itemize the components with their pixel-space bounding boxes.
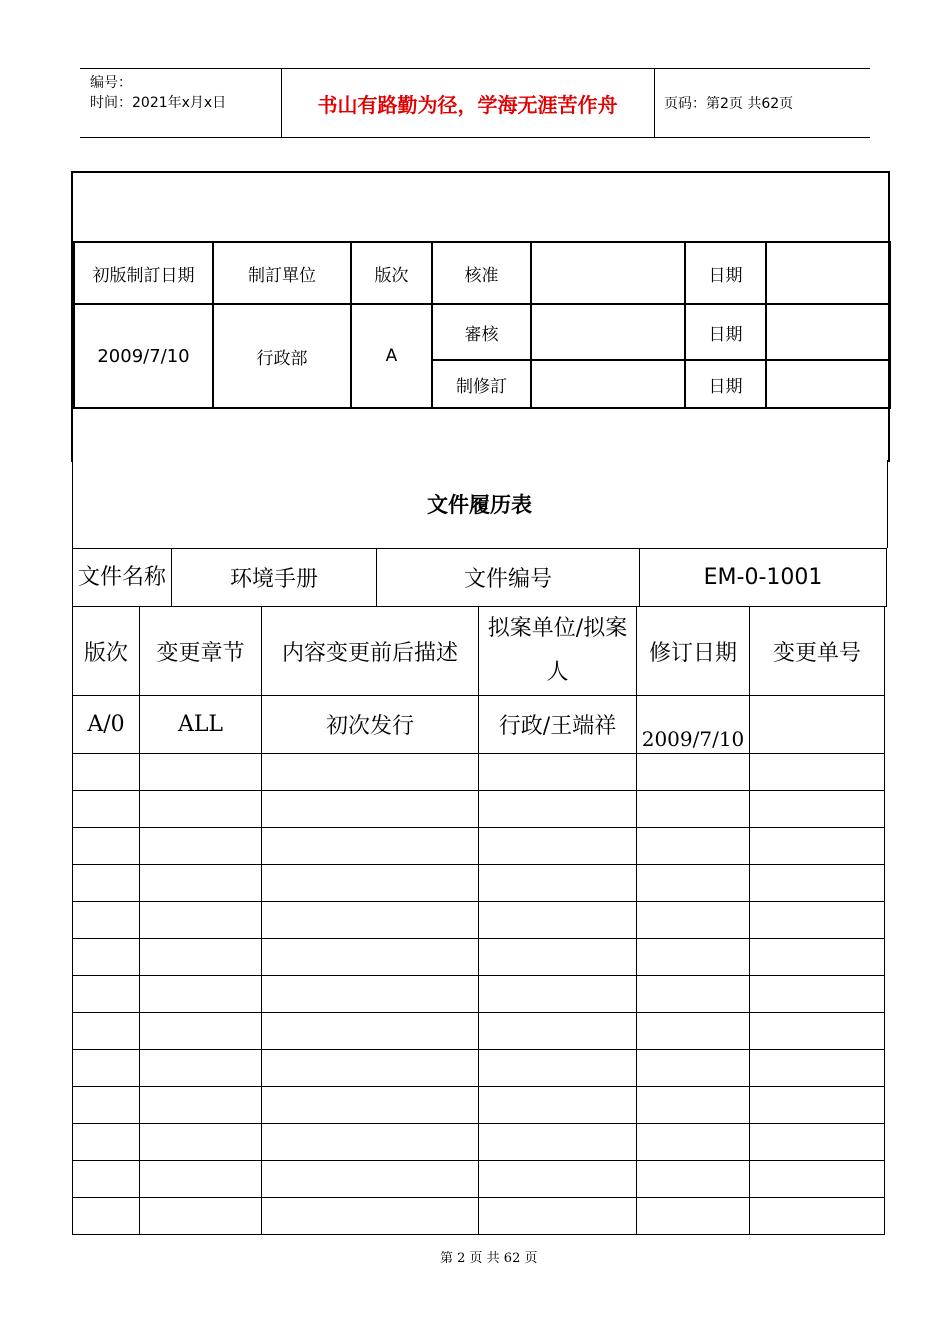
table-row — [73, 1087, 885, 1124]
column-header: 变更章节 — [140, 607, 262, 696]
approval-date-label: 日期 — [685, 242, 766, 304]
table-row — [73, 791, 885, 828]
number-label: 编号： — [90, 75, 132, 91]
time-label: 时间：2021年x月x日 — [90, 95, 227, 111]
header-page-label: 页码：第2页 共62页 — [664, 96, 794, 112]
approval-head-cell: 版次 — [351, 242, 432, 304]
review-date-cell — [766, 304, 890, 360]
doc-name-value: 环境手册 — [172, 549, 377, 607]
table-row — [73, 1013, 885, 1050]
row-version: A/0 — [73, 696, 140, 754]
table-row — [73, 1124, 885, 1161]
column-header: 内容变更前后描述 — [262, 607, 479, 696]
page-header — [80, 68, 870, 138]
unit: 行政部 — [213, 304, 351, 408]
page-footer: 第 2 页 共 62 页 — [440, 1251, 538, 1266]
table-row — [73, 754, 885, 791]
table-row — [73, 1198, 885, 1235]
row-chapter: ALL — [140, 696, 262, 754]
row-change-no — [750, 696, 885, 754]
table-row — [73, 1050, 885, 1087]
revise-date-cell — [766, 360, 890, 408]
approval-table — [73, 241, 891, 409]
table-row — [73, 902, 885, 939]
revision-title: 文件履历表 — [427, 493, 532, 517]
doc-name-label: 文件名称 — [73, 549, 172, 607]
doc-code-value: EM-0-1001 — [640, 549, 887, 607]
column-header: 修订日期 — [637, 607, 750, 696]
review-sign-cell — [531, 304, 685, 360]
approval-sign-cell — [531, 242, 685, 304]
table-row — [73, 865, 885, 902]
column-header: 变更单号 — [750, 607, 885, 696]
approval-head-cell: 制訂單位 — [213, 242, 351, 304]
revise-sign-cell — [531, 360, 685, 408]
version: A — [351, 304, 432, 408]
initial-date: 2009/7/10 — [74, 304, 213, 408]
header-divider — [654, 69, 655, 137]
approval-date-cell — [766, 242, 890, 304]
document-info — [72, 548, 887, 607]
row-description: 初次发行 — [262, 696, 479, 754]
review-label: 審核 — [432, 304, 531, 360]
revision-table — [72, 606, 885, 1235]
column-header: 版次 — [73, 607, 140, 696]
doc-code-label: 文件编号 — [377, 549, 640, 607]
review-date-label: 日期 — [685, 304, 766, 360]
table-row — [73, 939, 885, 976]
approval-head-cell: 初版制訂日期 — [74, 242, 213, 304]
revise-date-label: 日期 — [685, 360, 766, 408]
table-row — [73, 828, 885, 865]
row-drafter: 行政/王端祥 — [479, 696, 637, 754]
table-row — [73, 976, 885, 1013]
header-motto: 书山有路勤为径，学海无涯苦作舟 — [317, 92, 618, 117]
approval-head-cell: 核准 — [432, 242, 531, 304]
column-header: 拟案单位/拟案人 — [479, 607, 637, 696]
row-date: 2009/7/10 — [637, 696, 750, 754]
table-row — [73, 1161, 885, 1198]
header-meta — [90, 73, 226, 113]
revise-label: 制修訂 — [432, 360, 531, 408]
